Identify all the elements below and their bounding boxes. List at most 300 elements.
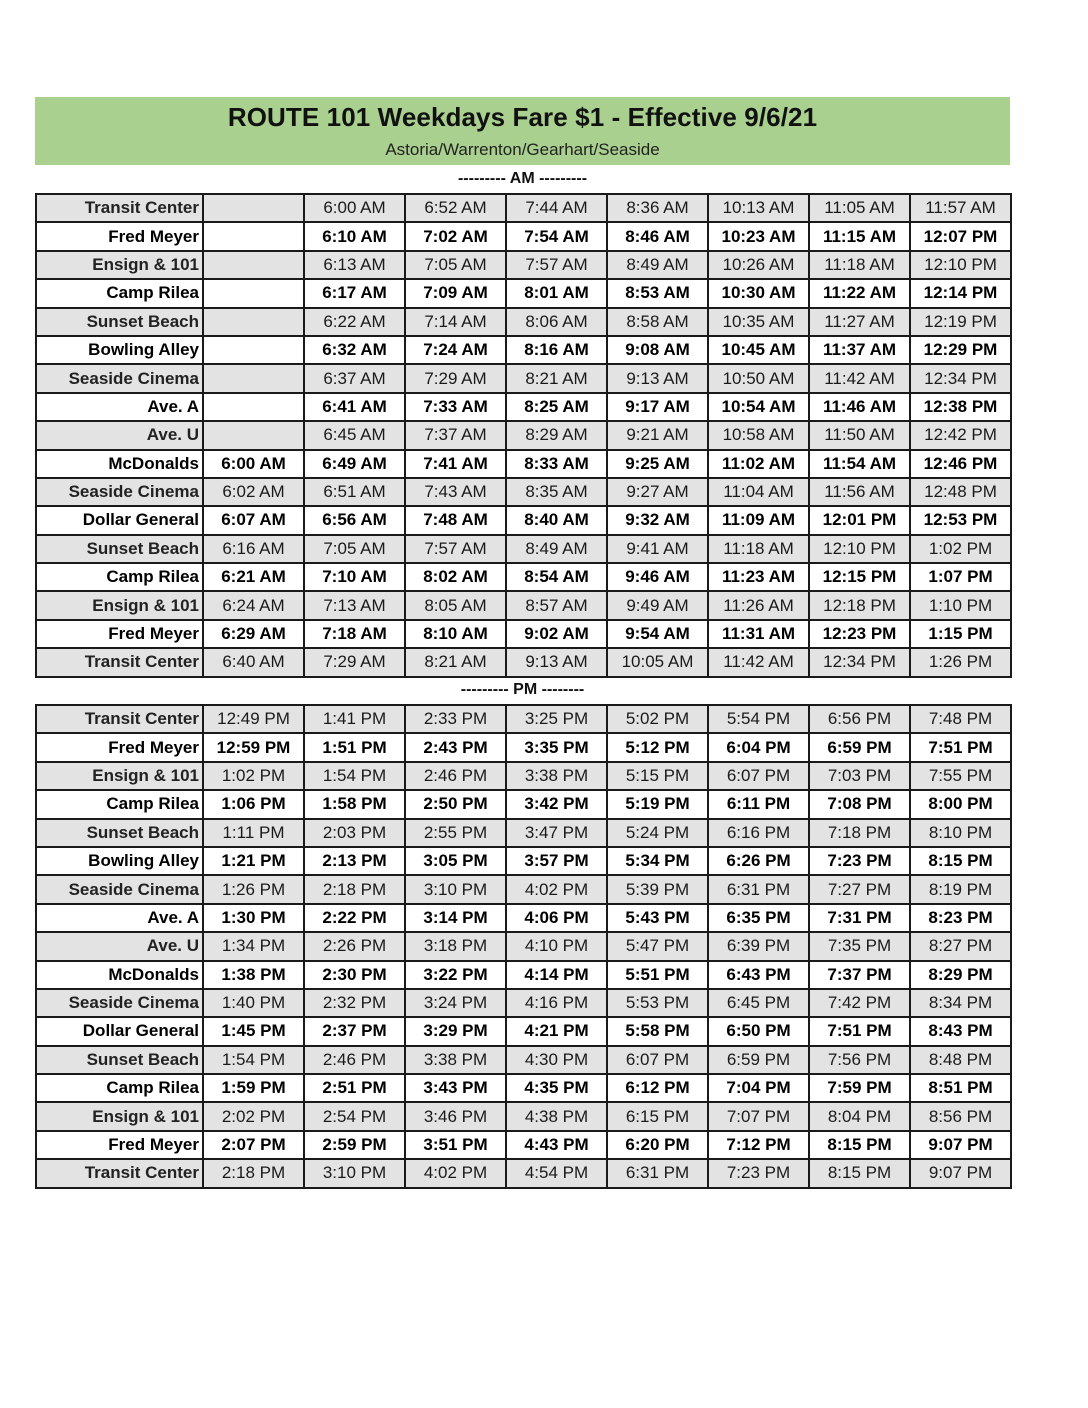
schedule-row — [36, 478, 1011, 506]
departure-time: 7:18 PM — [809, 819, 910, 847]
departure-time: 9:54 AM — [607, 620, 708, 648]
departure-time: 11:23 AM — [708, 563, 809, 591]
departure-time: 3:43 PM — [405, 1074, 506, 1102]
departure-time: 2:13 PM — [304, 847, 405, 875]
departure-time: 7:43 AM — [405, 478, 506, 506]
departure-time: 3:24 PM — [405, 989, 506, 1017]
stop-name: Transit Center — [36, 705, 203, 733]
departure-time: 7:05 AM — [405, 251, 506, 279]
departure-time: 11:02 AM — [708, 450, 809, 478]
departure-time: 8:06 AM — [506, 308, 607, 336]
stop-name: Camp Rilea — [36, 1074, 203, 1102]
departure-time: 4:02 PM — [506, 875, 607, 903]
departure-time: 6:41 AM — [304, 393, 405, 421]
stop-name: Camp Rilea — [36, 279, 203, 307]
departure-time: 12:01 PM — [809, 506, 910, 534]
departure-time: 8:29 PM — [910, 961, 1011, 989]
schedule-row — [36, 762, 1011, 790]
departure-time: 8:48 PM — [910, 1046, 1011, 1074]
departure-time: 11:27 AM — [809, 308, 910, 336]
departure-time: 6:15 PM — [607, 1102, 708, 1130]
departure-time: 3:42 PM — [506, 790, 607, 818]
departure-time: 9:13 AM — [506, 648, 607, 676]
departure-time: 3:14 PM — [405, 904, 506, 932]
departure-time: 5:02 PM — [607, 705, 708, 733]
departure-time: 9:02 AM — [506, 620, 607, 648]
departure-time: 10:45 AM — [708, 336, 809, 364]
departure-time: 7:04 PM — [708, 1074, 809, 1102]
stop-name: Ave. U — [36, 421, 203, 449]
departure-time: 6:35 PM — [708, 904, 809, 932]
departure-time: 1:54 PM — [203, 1046, 304, 1074]
departure-time: 8:54 AM — [506, 563, 607, 591]
departure-time: 9:49 AM — [607, 591, 708, 619]
departure-time: 6:51 AM — [304, 478, 405, 506]
departure-time: 12:42 PM — [910, 421, 1011, 449]
departure-time: 2:50 PM — [405, 790, 506, 818]
departure-time: 7:07 PM — [708, 1102, 809, 1130]
departure-time: 7:48 PM — [910, 705, 1011, 733]
schedule-row — [36, 222, 1011, 250]
stop-name: Ave. A — [36, 393, 203, 421]
pm-schedule-table — [35, 704, 1012, 1189]
departure-time: 8:19 PM — [910, 875, 1011, 903]
departure-time: 4:02 PM — [405, 1159, 506, 1187]
departure-time: 6:56 PM — [809, 705, 910, 733]
stop-name: Transit Center — [36, 648, 203, 676]
schedule-row — [36, 904, 1011, 932]
departure-time: 7:29 AM — [304, 648, 405, 676]
departure-time: 6:16 PM — [708, 819, 809, 847]
departure-time: 8:43 PM — [910, 1017, 1011, 1045]
departure-time: 4:43 PM — [506, 1131, 607, 1159]
stop-name: Seaside Cinema — [36, 478, 203, 506]
departure-time: 12:38 PM — [910, 393, 1011, 421]
stop-name: Fred Meyer — [36, 733, 203, 761]
pm-schedule-body — [36, 705, 1011, 1188]
departure-time: 6:45 AM — [304, 421, 405, 449]
departure-time: 12:34 PM — [809, 648, 910, 676]
departure-time: 12:10 PM — [910, 251, 1011, 279]
departure-time: 9:08 AM — [607, 336, 708, 364]
departure-time: 8:15 PM — [809, 1159, 910, 1187]
departure-time: 7:35 PM — [809, 932, 910, 960]
departure-time: 7:41 AM — [405, 450, 506, 478]
stop-name: Dollar General — [36, 1017, 203, 1045]
departure-time: 4:38 PM — [506, 1102, 607, 1130]
departure-time: 11:42 AM — [708, 648, 809, 676]
departure-time — [203, 308, 304, 336]
stop-name: Seaside Cinema — [36, 364, 203, 392]
am-schedule-body — [36, 194, 1011, 677]
departure-time: 6:21 AM — [203, 563, 304, 591]
schedule-row — [36, 819, 1011, 847]
departure-time: 1:07 PM — [910, 563, 1011, 591]
departure-time: 1:34 PM — [203, 932, 304, 960]
departure-time — [203, 364, 304, 392]
departure-time: 7:12 PM — [708, 1131, 809, 1159]
departure-time: 2:46 PM — [304, 1046, 405, 1074]
stop-name: Camp Rilea — [36, 563, 203, 591]
departure-time: 6:31 PM — [708, 875, 809, 903]
departure-time: 6:12 PM — [607, 1074, 708, 1102]
departure-time: 7:51 PM — [809, 1017, 910, 1045]
schedule-row — [36, 1131, 1011, 1159]
departure-time: 8:00 PM — [910, 790, 1011, 818]
departure-time: 3:47 PM — [506, 819, 607, 847]
departure-time: 6:00 AM — [304, 194, 405, 222]
departure-time: 7:37 AM — [405, 421, 506, 449]
departure-time: 11:09 AM — [708, 506, 809, 534]
schedule-row — [36, 875, 1011, 903]
departure-time: 7:03 PM — [809, 762, 910, 790]
departure-time: 6:49 AM — [304, 450, 405, 478]
departure-time — [203, 279, 304, 307]
departure-time: 3:29 PM — [405, 1017, 506, 1045]
departure-time: 9:17 AM — [607, 393, 708, 421]
stop-name: Fred Meyer — [36, 222, 203, 250]
departure-time: 6:04 PM — [708, 733, 809, 761]
departure-time: 4:10 PM — [506, 932, 607, 960]
departure-time: 1:45 PM — [203, 1017, 304, 1045]
departure-time: 12:14 PM — [910, 279, 1011, 307]
departure-time: 7:44 AM — [506, 194, 607, 222]
departure-time: 12:07 PM — [910, 222, 1011, 250]
schedule-row — [36, 932, 1011, 960]
departure-time: 10:54 AM — [708, 393, 809, 421]
departure-time: 6:31 PM — [607, 1159, 708, 1187]
departure-time: 3:10 PM — [304, 1159, 405, 1187]
departure-time: 6:00 AM — [203, 450, 304, 478]
departure-time: 1:11 PM — [203, 819, 304, 847]
departure-time: 11:37 AM — [809, 336, 910, 364]
departure-time — [203, 222, 304, 250]
departure-time: 7:48 AM — [405, 506, 506, 534]
departure-time: 5:34 PM — [607, 847, 708, 875]
departure-time: 12:15 PM — [809, 563, 910, 591]
departure-time: 1:54 PM — [304, 762, 405, 790]
departure-time: 7:59 PM — [809, 1074, 910, 1102]
departure-time: 8:49 AM — [607, 251, 708, 279]
departure-time: 1:58 PM — [304, 790, 405, 818]
departure-time: 2:02 PM — [203, 1102, 304, 1130]
departure-time: 3:35 PM — [506, 733, 607, 761]
departure-time: 9:25 AM — [607, 450, 708, 478]
departure-time: 9:13 AM — [607, 364, 708, 392]
departure-time: 6:11 PM — [708, 790, 809, 818]
departure-time: 3:25 PM — [506, 705, 607, 733]
departure-time — [203, 336, 304, 364]
departure-time: 8:10 PM — [910, 819, 1011, 847]
departure-time: 11:18 AM — [809, 251, 910, 279]
departure-time: 11:05 AM — [809, 194, 910, 222]
departure-time: 3:51 PM — [405, 1131, 506, 1159]
departure-time: 12:18 PM — [809, 591, 910, 619]
departure-time: 7:08 PM — [809, 790, 910, 818]
schedule-row — [36, 506, 1011, 534]
departure-time: 8:35 AM — [506, 478, 607, 506]
departure-time: 9:46 AM — [607, 563, 708, 591]
departure-time: 7:56 PM — [809, 1046, 910, 1074]
stop-name: Sunset Beach — [36, 535, 203, 563]
departure-time: 1:02 PM — [910, 535, 1011, 563]
departure-time: 8:21 AM — [506, 364, 607, 392]
departure-time: 7:18 AM — [304, 620, 405, 648]
departure-time: 2:18 PM — [304, 875, 405, 903]
departure-time: 1:30 PM — [203, 904, 304, 932]
departure-time: 7:57 AM — [506, 251, 607, 279]
departure-time: 4:54 PM — [506, 1159, 607, 1187]
departure-time: 8:10 AM — [405, 620, 506, 648]
departure-time: 7:10 AM — [304, 563, 405, 591]
departure-time: 8:15 PM — [809, 1131, 910, 1159]
departure-time: 10:23 AM — [708, 222, 809, 250]
schedule-row — [36, 563, 1011, 591]
route-subtitle: Astoria/Warrenton/Gearhart/Seaside — [385, 140, 660, 159]
departure-time: 8:56 PM — [910, 1102, 1011, 1130]
schedule-row — [36, 591, 1011, 619]
departure-time: 5:43 PM — [607, 904, 708, 932]
stop-name: Camp Rilea — [36, 790, 203, 818]
departure-time: 8:01 AM — [506, 279, 607, 307]
departure-time: 5:15 PM — [607, 762, 708, 790]
departure-time: 12:23 PM — [809, 620, 910, 648]
departure-time: 8:15 PM — [910, 847, 1011, 875]
departure-time: 11:57 AM — [910, 194, 1011, 222]
departure-time: 9:07 PM — [910, 1131, 1011, 1159]
departure-time: 9:07 PM — [910, 1159, 1011, 1187]
departure-time: 12:19 PM — [910, 308, 1011, 336]
departure-time: 1:21 PM — [203, 847, 304, 875]
departure-time: 12:53 PM — [910, 506, 1011, 534]
departure-time: 6:56 AM — [304, 506, 405, 534]
departure-time: 1:15 PM — [910, 620, 1011, 648]
departure-time: 6:10 AM — [304, 222, 405, 250]
schedule-row — [36, 450, 1011, 478]
departure-time: 8:57 AM — [506, 591, 607, 619]
departure-time: 2:07 PM — [203, 1131, 304, 1159]
departure-time: 8:05 AM — [405, 591, 506, 619]
departure-time: 6:02 AM — [203, 478, 304, 506]
stop-name: Ensign & 101 — [36, 762, 203, 790]
departure-time: 2:30 PM — [304, 961, 405, 989]
stop-name: Ave. U — [36, 932, 203, 960]
departure-time: 6:59 PM — [809, 733, 910, 761]
departure-time: 1:06 PM — [203, 790, 304, 818]
departure-time: 6:45 PM — [708, 989, 809, 1017]
departure-time: 3:57 PM — [506, 847, 607, 875]
departure-time: 6:52 AM — [405, 194, 506, 222]
schedule-header — [35, 97, 1010, 165]
departure-time: 4:16 PM — [506, 989, 607, 1017]
am-schedule-table — [35, 193, 1012, 678]
stop-name: Sunset Beach — [36, 819, 203, 847]
departure-time: 2:59 PM — [304, 1131, 405, 1159]
schedule-row — [36, 847, 1011, 875]
departure-time: 7:13 AM — [304, 591, 405, 619]
departure-time: 7:37 PM — [809, 961, 910, 989]
departure-time: 6:29 AM — [203, 620, 304, 648]
departure-time: 11:31 AM — [708, 620, 809, 648]
departure-time: 9:21 AM — [607, 421, 708, 449]
departure-time: 3:46 PM — [405, 1102, 506, 1130]
am-section-label: --------- AM --------- — [457, 170, 588, 187]
departure-time: 11:42 AM — [809, 364, 910, 392]
departure-time: 9:41 AM — [607, 535, 708, 563]
departure-time: 8:33 AM — [506, 450, 607, 478]
departure-time: 2:54 PM — [304, 1102, 405, 1130]
departure-time: 1:02 PM — [203, 762, 304, 790]
stop-name: Ave. A — [36, 904, 203, 932]
departure-time — [203, 194, 304, 222]
departure-time: 11:04 AM — [708, 478, 809, 506]
departure-time: 8:58 AM — [607, 308, 708, 336]
departure-time — [203, 251, 304, 279]
departure-time: 12:34 PM — [910, 364, 1011, 392]
departure-time — [203, 421, 304, 449]
departure-time: 3:10 PM — [405, 875, 506, 903]
pm-section-label: --------- PM -------- — [460, 681, 585, 698]
departure-time: 10:30 AM — [708, 279, 809, 307]
departure-time: 6:13 AM — [304, 251, 405, 279]
schedule-row — [36, 535, 1011, 563]
schedule-row — [36, 336, 1011, 364]
schedule-row — [36, 1102, 1011, 1130]
departure-time: 12:10 PM — [809, 535, 910, 563]
stop-name: Seaside Cinema — [36, 989, 203, 1017]
departure-time: 8:25 AM — [506, 393, 607, 421]
departure-time: 3:22 PM — [405, 961, 506, 989]
schedule-row — [36, 1074, 1011, 1102]
departure-time: 11:15 AM — [809, 222, 910, 250]
departure-time: 8:04 PM — [809, 1102, 910, 1130]
departure-time: 10:58 AM — [708, 421, 809, 449]
departure-time: 2:43 PM — [405, 733, 506, 761]
departure-time: 5:19 PM — [607, 790, 708, 818]
departure-time: 7:27 PM — [809, 875, 910, 903]
stop-name: Transit Center — [36, 1159, 203, 1187]
departure-time: 12:49 PM — [203, 705, 304, 733]
departure-time: 1:38 PM — [203, 961, 304, 989]
schedule-row — [36, 620, 1011, 648]
stop-name: McDonalds — [36, 450, 203, 478]
departure-time: 12:29 PM — [910, 336, 1011, 364]
departure-time: 6:07 PM — [607, 1046, 708, 1074]
departure-time: 4:14 PM — [506, 961, 607, 989]
departure-time: 6:39 PM — [708, 932, 809, 960]
departure-time: 8:23 PM — [910, 904, 1011, 932]
departure-time: 7:57 AM — [405, 535, 506, 563]
departure-time: 7:54 AM — [506, 222, 607, 250]
departure-time: 2:37 PM — [304, 1017, 405, 1045]
schedule-row — [36, 251, 1011, 279]
schedule-row — [36, 961, 1011, 989]
departure-time: 8:27 PM — [910, 932, 1011, 960]
departure-time: 6:07 AM — [203, 506, 304, 534]
departure-time: 8:29 AM — [506, 421, 607, 449]
stop-name: Ensign & 101 — [36, 1102, 203, 1130]
departure-time: 6:50 PM — [708, 1017, 809, 1045]
departure-time: 1:26 PM — [203, 875, 304, 903]
stop-name: Fred Meyer — [36, 1131, 203, 1159]
departure-time: 1:51 PM — [304, 733, 405, 761]
schedule-row — [36, 989, 1011, 1017]
departure-time: 6:43 PM — [708, 961, 809, 989]
schedule-row — [36, 308, 1011, 336]
stop-name: Fred Meyer — [36, 620, 203, 648]
departure-time: 6:07 PM — [708, 762, 809, 790]
departure-time: 7:02 AM — [405, 222, 506, 250]
departure-time: 4:21 PM — [506, 1017, 607, 1045]
departure-time: 7:23 PM — [809, 847, 910, 875]
departure-time: 4:06 PM — [506, 904, 607, 932]
departure-time: 2:32 PM — [304, 989, 405, 1017]
departure-time: 7:33 AM — [405, 393, 506, 421]
departure-time: 7:23 PM — [708, 1159, 809, 1187]
departure-time: 8:49 AM — [506, 535, 607, 563]
departure-time: 10:35 AM — [708, 308, 809, 336]
departure-time: 5:24 PM — [607, 819, 708, 847]
departure-time: 11:56 AM — [809, 478, 910, 506]
stop-name: Sunset Beach — [36, 1046, 203, 1074]
departure-time: 2:51 PM — [304, 1074, 405, 1102]
departure-time: 8:36 AM — [607, 194, 708, 222]
departure-time: 12:48 PM — [910, 478, 1011, 506]
departure-time: 12:59 PM — [203, 733, 304, 761]
departure-time: 7:31 PM — [809, 904, 910, 932]
schedule-row — [36, 733, 1011, 761]
stop-name: Ensign & 101 — [36, 591, 203, 619]
departure-time: 8:16 AM — [506, 336, 607, 364]
departure-time: 8:34 PM — [910, 989, 1011, 1017]
departure-time: 10:13 AM — [708, 194, 809, 222]
departure-time: 10:50 AM — [708, 364, 809, 392]
stop-name: Ensign & 101 — [36, 251, 203, 279]
stop-name: Bowling Alley — [36, 847, 203, 875]
departure-time: 5:39 PM — [607, 875, 708, 903]
departure-time: 11:50 AM — [809, 421, 910, 449]
departure-time: 3:38 PM — [405, 1046, 506, 1074]
departure-time: 5:58 PM — [607, 1017, 708, 1045]
departure-time: 11:46 AM — [809, 393, 910, 421]
schedule-row — [36, 364, 1011, 392]
stop-name: Bowling Alley — [36, 336, 203, 364]
departure-time: 2:33 PM — [405, 705, 506, 733]
stop-name: Seaside Cinema — [36, 875, 203, 903]
schedule-row — [36, 393, 1011, 421]
departure-time: 6:32 AM — [304, 336, 405, 364]
departure-time: 7:42 PM — [809, 989, 910, 1017]
departure-time: 11:26 AM — [708, 591, 809, 619]
departure-time: 5:53 PM — [607, 989, 708, 1017]
departure-time: 9:27 AM — [607, 478, 708, 506]
departure-time: 6:17 AM — [304, 279, 405, 307]
departure-time: 9:32 AM — [607, 506, 708, 534]
departure-time: 8:21 AM — [405, 648, 506, 676]
departure-time: 6:24 AM — [203, 591, 304, 619]
departure-time: 3:18 PM — [405, 932, 506, 960]
departure-time: 5:47 PM — [607, 932, 708, 960]
departure-time: 8:46 AM — [607, 222, 708, 250]
schedule-row — [36, 194, 1011, 222]
departure-time: 5:51 PM — [607, 961, 708, 989]
schedule-row — [36, 421, 1011, 449]
departure-time: 6:37 AM — [304, 364, 405, 392]
schedule-row — [36, 1159, 1011, 1187]
schedule-row — [36, 279, 1011, 307]
departure-time: 7:14 AM — [405, 308, 506, 336]
departure-time: 6:40 AM — [203, 648, 304, 676]
